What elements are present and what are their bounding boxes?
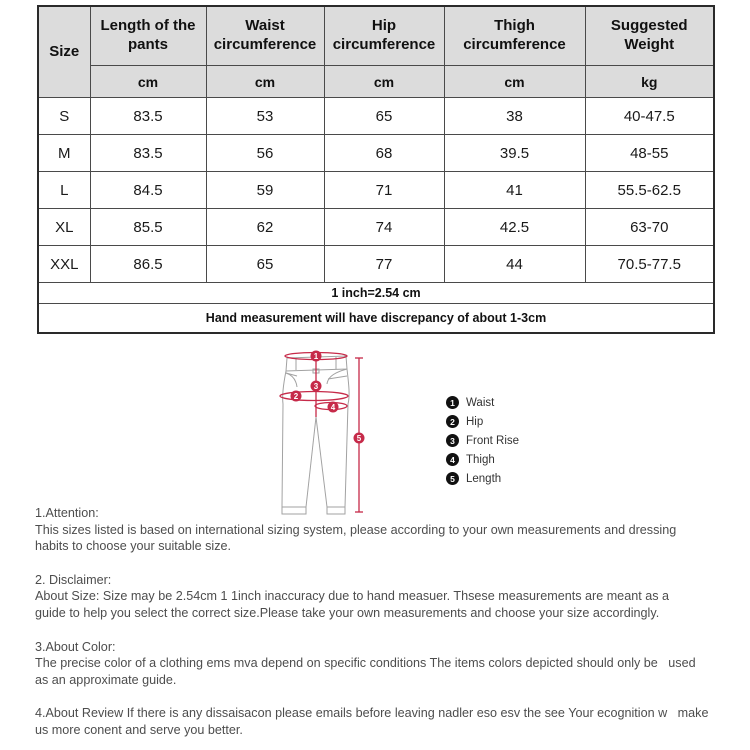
length-marker-num: 5 <box>356 434 362 443</box>
legend-item-hip <box>446 412 519 431</box>
legend-item-front-rise <box>446 431 519 450</box>
thigh-cell: 42.5 <box>444 209 585 246</box>
size-cell: XXL <box>38 246 90 283</box>
pants-diagram-svg <box>258 346 374 520</box>
table-row-xl <box>38 209 714 246</box>
note-about-color-heading: 3.About Color: <box>35 639 116 654</box>
measurement-legend <box>446 393 519 488</box>
thigh-cell: 41 <box>444 172 585 209</box>
note-attention-line2: habits to choose your suitable size. <box>35 539 232 554</box>
thigh-cell: 39.5 <box>444 135 585 172</box>
legend-label: Waist <box>466 396 495 409</box>
note-about-color-line1: The precise color of a clothing ems mva depend on specific conditions The items colors depicted should only be used <box>35 656 696 671</box>
unit-row <box>38 66 714 98</box>
hip-cell: 65 <box>324 98 444 135</box>
column-header-hip: Hip circumference <box>324 6 444 66</box>
legend-label: Hip <box>466 415 484 428</box>
note-disclaimer-line1: About Size: Size may be 2.54cm 1 1inch inaccuracy due to hand measuer. Thsese measurements are meant as a <box>35 589 669 604</box>
weight-cell: 48-55 <box>585 135 714 172</box>
table-row-l <box>38 172 714 209</box>
note-about-color-line2: as an approximate guide. <box>35 672 177 687</box>
thigh-cell: 38 <box>444 98 585 135</box>
legend-label: Thigh <box>466 453 495 466</box>
unit-waist: cm <box>206 66 324 98</box>
circled-5-icon: 5 <box>446 472 459 485</box>
note-attention <box>35 505 741 555</box>
size-cell: XL <box>38 209 90 246</box>
header-row <box>38 6 714 66</box>
note-about-review-line1: 4.About Review If there is any dissaisacon please emails before leaving nadler eso esv the see Your ecognition w make <box>35 706 709 721</box>
waist-cell: 56 <box>206 135 324 172</box>
table-row-xxl <box>38 246 714 283</box>
length-cell: 83.5 <box>90 98 206 135</box>
column-header-size: Size <box>38 6 90 98</box>
legend-label: Length <box>466 472 502 485</box>
circled-2-icon: 2 <box>446 415 459 428</box>
circled-3-icon: 3 <box>446 434 459 447</box>
hip-cell: 71 <box>324 172 444 209</box>
note-disclaimer-heading: 2. Disclaimer: <box>35 572 112 587</box>
footnote-inch-row <box>38 283 714 304</box>
size-cell: M <box>38 135 90 172</box>
weight-cell: 70.5-77.5 <box>585 246 714 283</box>
waist-cell: 62 <box>206 209 324 246</box>
note-about-review <box>35 705 741 738</box>
table-row-m <box>38 135 714 172</box>
column-header-weight: Suggested Weight <box>585 6 714 66</box>
waist-cell: 53 <box>206 98 324 135</box>
notes-section <box>35 505 741 750</box>
hip-line <box>280 392 348 401</box>
thigh-cell: 44 <box>444 246 585 283</box>
legend-item-length <box>446 469 519 488</box>
footnote-hand-row <box>38 304 714 334</box>
length-cell: 83.5 <box>90 135 206 172</box>
hip-cell: 68 <box>324 135 444 172</box>
footnote-inch: 1 inch=2.54 cm <box>38 283 714 304</box>
column-header-waist: Waist circumference <box>206 6 324 66</box>
legend-item-waist <box>446 393 519 412</box>
waist-marker-num: 1 <box>313 352 319 361</box>
note-attention-line1: This sizes listed is based on international sizing system, please according to your own measurements and dressing <box>35 522 677 537</box>
note-disclaimer-line2: guide to help you select the correct size.Please take your own measurements and choose your size accordingly. <box>35 605 660 620</box>
footnote-hand: Hand measurement will have discrepancy of about 1-3cm <box>38 304 714 334</box>
weight-cell: 55.5-62.5 <box>585 172 714 209</box>
circled-1-icon: 1 <box>446 396 459 409</box>
note-about-color <box>35 639 741 689</box>
unit-length: cm <box>90 66 206 98</box>
length-cell: 85.5 <box>90 209 206 246</box>
waist-cell: 59 <box>206 172 324 209</box>
unit-hip: cm <box>324 66 444 98</box>
pants-measurement-diagram <box>258 346 374 520</box>
hip-marker-num: 2 <box>293 392 299 401</box>
note-disclaimer <box>35 572 741 622</box>
circled-4-icon: 4 <box>446 453 459 466</box>
legend-label: Front Rise <box>466 434 520 447</box>
column-header-thigh: Thigh circumference <box>444 6 585 66</box>
legend-item-thigh <box>446 450 519 469</box>
note-about-review-line2: us more conent and serve you better. <box>35 722 243 737</box>
column-header-length: Length of the pants <box>90 6 206 66</box>
front-rise-marker-num: 3 <box>313 382 319 391</box>
size-cell: L <box>38 172 90 209</box>
measurement-markers <box>291 351 365 444</box>
note-attention-heading: 1.Attention: <box>35 506 99 520</box>
unit-weight: kg <box>585 66 714 98</box>
size-chart-table <box>37 5 715 334</box>
waist-cell: 65 <box>206 246 324 283</box>
hip-cell: 74 <box>324 209 444 246</box>
weight-cell: 63-70 <box>585 209 714 246</box>
weight-cell: 40-47.5 <box>585 98 714 135</box>
size-chart <box>37 5 715 334</box>
length-cell: 84.5 <box>90 172 206 209</box>
length-cell: 86.5 <box>90 246 206 283</box>
unit-thigh: cm <box>444 66 585 98</box>
thigh-marker-num: 4 <box>330 403 336 412</box>
table-row-s <box>38 98 714 135</box>
size-cell: S <box>38 98 90 135</box>
hip-cell: 77 <box>324 246 444 283</box>
